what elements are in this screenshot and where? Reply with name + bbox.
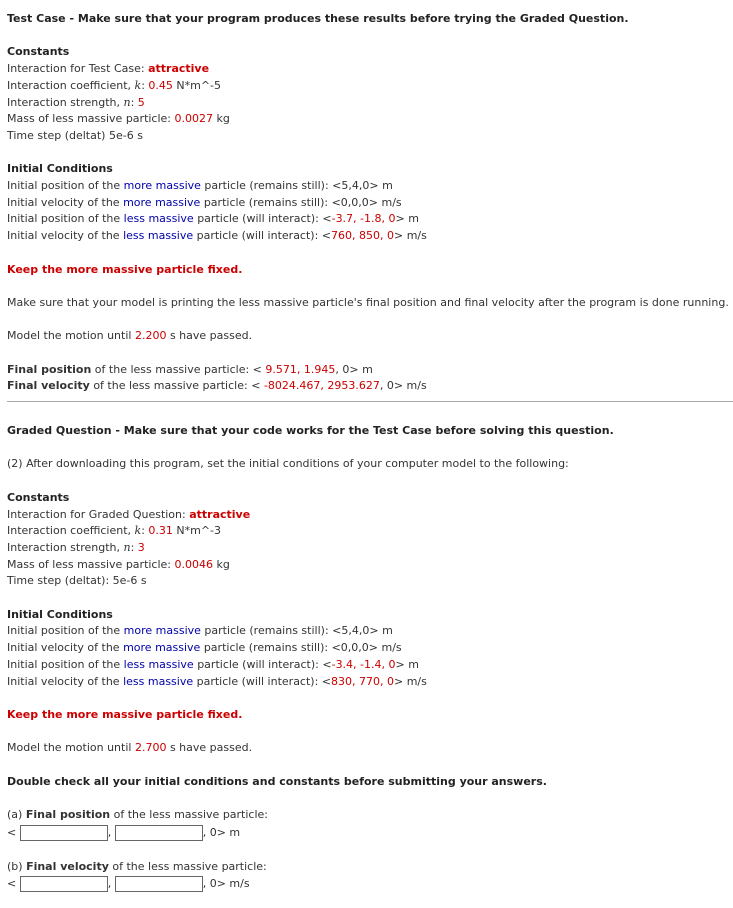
test-coefficient-value: 0.45 [148, 78, 173, 92]
test-ic-line: Initial velocity of the less massive particle (will interact): <760, 850, 0> m/s [7, 229, 427, 243]
test-case-title: Test Case - Make sure that your program produces these results before trying the Graded Question. [7, 12, 629, 25]
question-b-answer-row: < , , 0> m/s [7, 877, 250, 891]
test-final-velocity: Final velocity of the less massive particle: < -8024.467, 2953.627, 0> m/s [7, 379, 427, 393]
answer-b-x-input[interactable] [20, 876, 108, 892]
graded-model-duration: Model the motion until 2.700 s have passed. [7, 741, 253, 755]
test-make-sure-note: Make sure that your model is printing the less massive particle's final position and final velocity after the program is done running. [7, 295, 729, 309]
answer-b-y-input[interactable] [115, 876, 203, 892]
test-strength-value: 5 [137, 95, 145, 109]
test-timestep-line: Time step (deltat) 5e-6 s [7, 128, 143, 142]
graded-mass-line: Mass of less massive particle: 0.0046 kg [7, 557, 230, 571]
graded-initial-conditions-heading: Initial Conditions [7, 607, 113, 621]
test-model-duration: Model the motion until 2.200 s have passed. [7, 329, 253, 343]
graded-timestep-line: Time step (deltat): 5e-6 s [7, 574, 147, 588]
graded-mass-value: 0.0046 [174, 557, 214, 571]
graded-interaction-value: attractive [189, 507, 251, 521]
test-ic-line: Initial position of the more massive particle (remains still): <5,4,0> m [7, 179, 393, 192]
test-mass-line: Mass of less massive particle: 0.0027 kg [7, 112, 230, 126]
answer-a-y-input[interactable] [115, 825, 203, 841]
graded-ic-line: Initial velocity of the less massive particle (will interact): <830, 770, 0> m/s [7, 674, 427, 688]
graded-coefficient-line: Interaction coefficient, k: 0.31 N*m^-3 [7, 524, 222, 538]
graded-strength-value: 3 [137, 540, 145, 554]
test-keep-fixed-note: Keep the more massive particle fixed. [7, 262, 243, 276]
test-interaction-value: attractive [148, 62, 210, 76]
test-final-position: Final position of the less massive particle: < 9.571, 1.945, 0> m [7, 362, 373, 376]
test-constants-heading: Constants [7, 45, 70, 59]
test-ic-line: Initial position of the less massive particle (will interact): <-3.7, -1.8, 0> m [7, 212, 419, 226]
graded-ic-line: Initial velocity of the more massive particle (remains still): <0,0,0> m/s [7, 641, 402, 655]
graded-coefficient-value: 0.31 [148, 524, 173, 538]
graded-constants-heading: Constants [7, 490, 70, 504]
graded-intro: (2) After downloading this program, set the initial conditions of your computer model to the following: [7, 457, 569, 471]
graded-strength-line: Interaction strength, n: 3 [7, 540, 145, 554]
double-check-note: Double check all your initial conditions and constants before submitting your answers. [7, 774, 547, 788]
test-coefficient-line: Interaction coefficient, k: 0.45 N*m^-5 [7, 78, 222, 92]
question-a-prompt: (a) Final position of the less massive particle: [7, 808, 269, 822]
test-interaction-line: Interaction for Test Case: attractive [7, 62, 210, 76]
test-ic-line: Initial velocity of the more massive particle (remains still): <0,0,0> m/s [7, 195, 402, 209]
question-a-answer-row: < , , 0> m [7, 825, 241, 839]
graded-ic-line: Initial position of the less massive particle (will interact): <-3.4, -1.4, 0> m [7, 657, 419, 671]
graded-interaction-line: Interaction for Graded Question: attractive [7, 507, 251, 521]
graded-ic-line: Initial position of the more massive particle (remains still): <5,4,0> m [7, 624, 393, 638]
question-b-prompt: (b) Final velocity of the less massive particle: [7, 859, 267, 873]
test-initial-conditions-heading: Initial Conditions [7, 162, 113, 176]
test-mass-value: 0.0027 [174, 112, 214, 126]
test-strength-line: Interaction strength, n: 5 [7, 95, 145, 109]
answer-a-x-input[interactable] [20, 825, 108, 841]
graded-keep-fixed-note: Keep the more massive particle fixed. [7, 707, 243, 721]
graded-question-title: Graded Question - Make sure that your code works for the Test Case before solving this question. [7, 424, 614, 438]
